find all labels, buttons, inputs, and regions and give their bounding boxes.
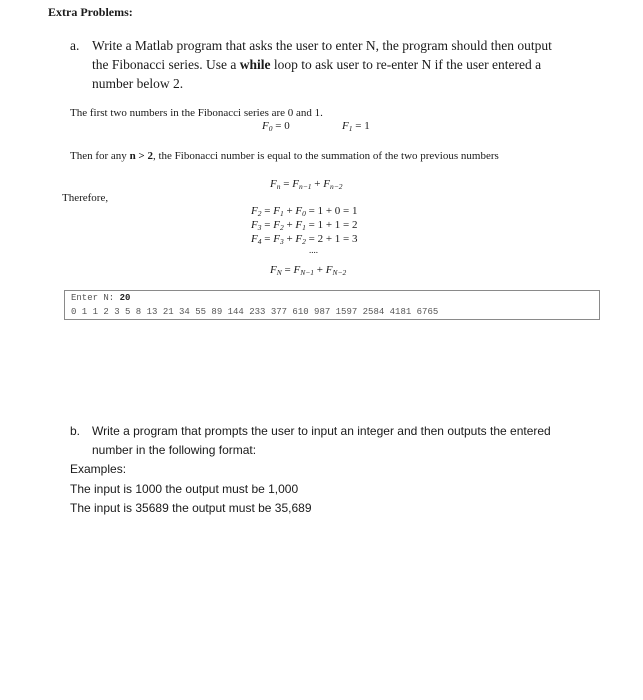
equation-f2-tail: = 1 + 0 = 1 [308, 205, 358, 217]
rule-post: , the Fibonacci number is equal to the summation of the two previous numbers [152, 150, 499, 162]
ellipsis: .... [309, 245, 318, 255]
example-2: The input is 35689 the output must be 35,689 [70, 501, 312, 515]
f1-value: = 1 [355, 120, 370, 132]
examples-label: Examples: [70, 462, 127, 476]
console-output-line: 0 1 1 2 3 5 8 13 21 34 55 89 144 233 377 610 987 1597 2584 4181 6765 [71, 307, 439, 317]
equation-f3-tail: = 1 + 1 = 2 [308, 219, 358, 231]
part-a-line-2 [92, 55, 541, 75]
f0-value: = 0 [275, 120, 290, 132]
console-output-box [64, 290, 600, 320]
part-a-marker: a. [70, 38, 80, 53]
part-b-marker: b. [70, 424, 81, 438]
rule-pre: Then for any [70, 150, 130, 162]
fibonacci-rule [70, 150, 499, 162]
part-a-line-2-pre: the Fibonacci series. Use a [92, 57, 240, 72]
console-input-value: 20 [119, 293, 131, 303]
part-a-line-3: number below 2. [92, 76, 184, 91]
part-a-line-1: Write a Matlab program that asks the user to enter N, the program should then output [92, 38, 552, 53]
console-prompt: Enter N: [71, 293, 120, 303]
while-keyword: while [239, 57, 271, 72]
general-formula: $F_n = F_{n-1} + F_{n-2}$ [270, 178, 343, 191]
example-1: The input is 1000 the output must be 1,000 [70, 482, 299, 496]
f0-equation: $F_0 = 0$ [262, 120, 290, 133]
equation-f3: $F_3 = F_2 + F_1 = 1 + 1 = 2$ [251, 219, 358, 232]
equation-fn: $F_N = F_{N-1} + F_{N-2}$ [270, 264, 347, 277]
equation-f4-tail: = 2 + 1 = 3 [308, 233, 358, 245]
console-prompt-line [71, 293, 130, 303]
equation-f4: $F_4 = F_3 + F_2 = 2 + 1 = 3$ [251, 233, 358, 246]
part-a-line-2-post: loop to ask user to re-enter N if the user entered a [270, 57, 542, 72]
fibonacci-intro: The first two numbers in the Fibonacci series are 0 and 1. [70, 107, 323, 119]
f1-equation: $F_1 = 1$ [342, 120, 370, 133]
equation-f2: $F_2 = F_1 + F_0 = 1 + 0 = 1$ [251, 205, 358, 218]
page-heading: Extra Problems: [48, 5, 133, 19]
therefore-label: Therefore, [62, 192, 109, 204]
rule-condition: n > 2 [129, 150, 153, 162]
part-b-line-1: Write a program that prompts the user to input an integer and then outputs the entered [92, 424, 551, 438]
part-b-line-2: number in the following format: [92, 443, 257, 457]
